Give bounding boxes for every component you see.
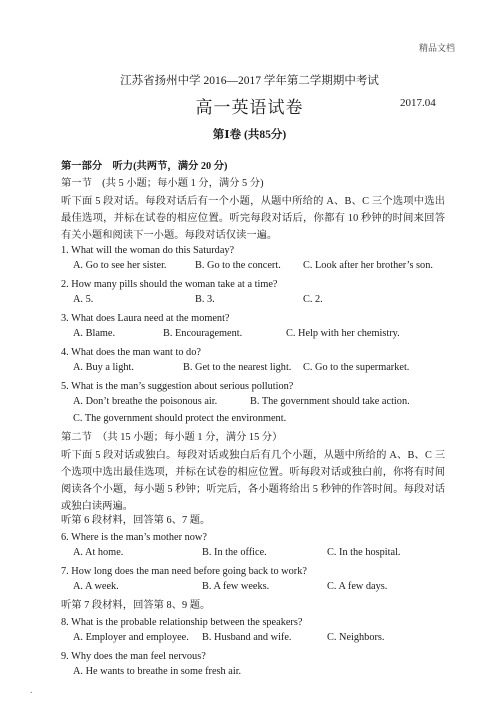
exam-date: 2017.04 bbox=[400, 97, 436, 109]
section1-heading: 第一节 (共 5 小题；每小题 1 分，满分 5 分) bbox=[61, 178, 264, 189]
option-a: A. Buy a light. bbox=[73, 362, 134, 373]
option-c: C. In the hospital. bbox=[327, 547, 401, 558]
option-a: A. Blame. bbox=[73, 328, 116, 339]
option-a: A. A week. bbox=[73, 581, 119, 592]
footer-mark: . bbox=[30, 685, 33, 696]
option-a: A. At home. bbox=[73, 547, 124, 558]
question-text: 5. What is the man’s suggestion about serious pollution? bbox=[61, 381, 294, 392]
option-a: A. Go to see her sister. bbox=[73, 260, 167, 271]
option-c: C. Look after her brother’s son. bbox=[303, 260, 433, 271]
question-text: 6. Where is the man’s mother now? bbox=[61, 532, 207, 543]
option-a: A. He wants to breathe in some fresh air. bbox=[73, 666, 242, 677]
option-a: A. Employer and employee. bbox=[73, 632, 189, 643]
option-c: C. 2. bbox=[303, 294, 323, 305]
option-c: C. A few days. bbox=[327, 581, 388, 592]
option-b: B. In the office. bbox=[202, 547, 267, 558]
option-b: B. A few weeks. bbox=[202, 581, 270, 592]
material-instruction: 听第 6 段材料，回答第 6、7 题。 bbox=[61, 515, 211, 526]
option-b: B. Husband and wife. bbox=[202, 632, 292, 643]
volume-heading: 第Ⅰ卷 (共85分) bbox=[212, 129, 287, 141]
option-a: A. 5. bbox=[73, 294, 94, 305]
option-b: B. 3. bbox=[195, 294, 215, 305]
option-b: B. Go to the concert. bbox=[195, 260, 281, 271]
watermark: 精品文档 bbox=[418, 43, 455, 53]
question-text: 9. Why does the man feel nervous? bbox=[61, 651, 206, 662]
question-text: 7. How long does the man need before going back to work? bbox=[61, 566, 307, 577]
option-b: B. The government should take action. bbox=[250, 396, 410, 407]
question-text: 3. What does Laura need at the moment? bbox=[61, 313, 230, 324]
section1-directions: 听下面 5 段对话。每段对话后有一个小题，从题中所给的 A、B、C 三个选项中选出最佳选项，并标在试卷的相应位置。听完每段对话后，你都有 10 秒钟的时间来回答有关小题和阅读下一小题。每段对话仅读一遍。 bbox=[61, 196, 445, 241]
question-text: 2. How many pills should the woman take at a time? bbox=[61, 279, 278, 290]
page-title: 高一英语试卷 bbox=[195, 98, 304, 117]
option-a: A. Don’t breathe the poisonous air. bbox=[73, 396, 218, 407]
option-c: C. The government should protect the environment. bbox=[73, 413, 287, 424]
option-c: C. Neighbors. bbox=[327, 632, 385, 643]
option-c: C. Help with her chemistry. bbox=[286, 328, 400, 339]
option-c: C. Go to the supermarket. bbox=[303, 362, 410, 373]
school-line: 江苏省扬州中学 2016—2017 学年第二学期期中考试 bbox=[120, 75, 379, 87]
section2-directions: 听下面 5 段对话或独白。每段对话或独白后有几个小题，从题中所给的 A、B、C 三个选项中选出最佳选项，并标在试卷的相应位置。听每段对话或独白前，你将有时间阅读各个小题，每小题 5 秒钟；听完后，各小题将给出 5 秒钟的作答时间。每段对话或独白读两遍。 bbox=[61, 450, 445, 512]
material-instruction: 听第 7 段材料，回答第 8、9 题。 bbox=[61, 600, 211, 611]
question-text: 8. What is the probable relationship between the speakers? bbox=[61, 617, 303, 628]
option-b: B. Get to the nearest light. bbox=[183, 362, 292, 373]
section2-heading: 第二节 （共 15 小题；每小题 1 分，满分 15 分） bbox=[61, 432, 283, 443]
question-text: 4. What does the man want to do? bbox=[61, 347, 201, 358]
part1-heading: 第一部分 听力(共两节，满分 20 分) bbox=[61, 161, 228, 172]
option-b: B. Encouragement. bbox=[163, 328, 243, 339]
question-text: 1. What will the woman do this Saturday? bbox=[61, 245, 235, 256]
